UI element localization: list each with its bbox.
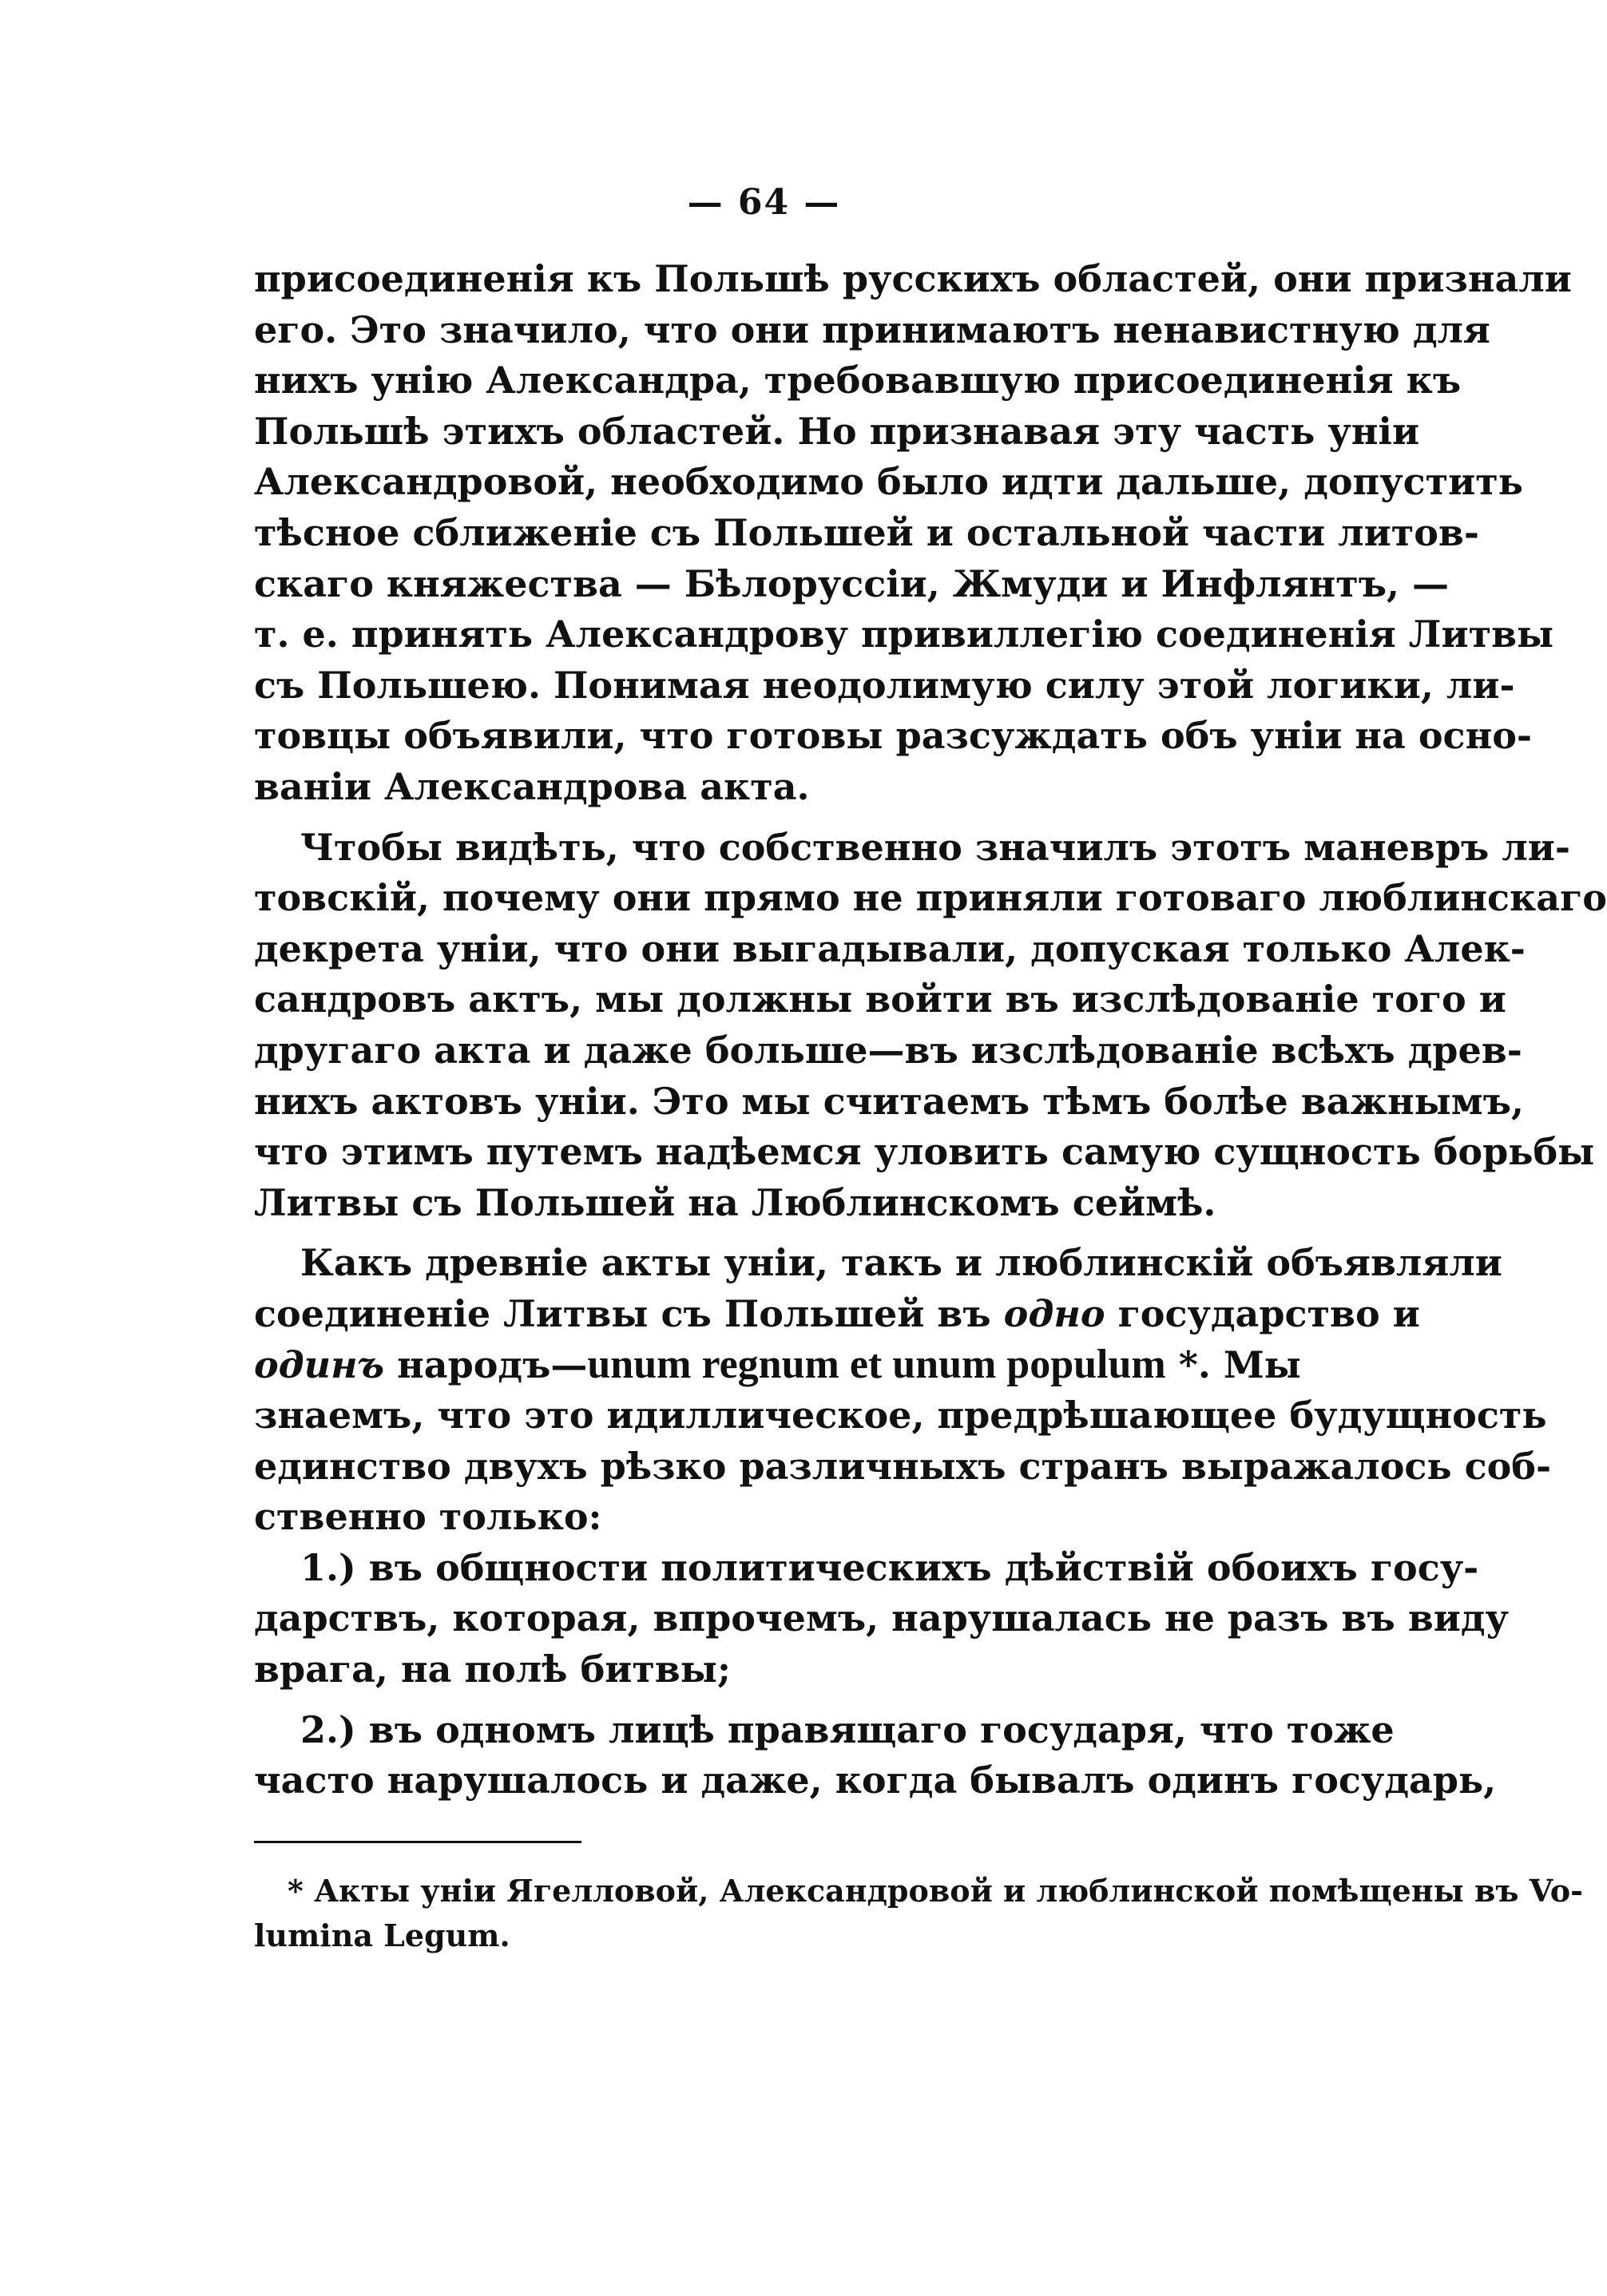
page-number: — 64 — (687, 182, 841, 223)
body-text (254, 254, 1607, 1806)
footnote-line: * Акты уніи Ягелловой, Александровой и люблинской помѣщены въ Vo- (288, 1873, 1583, 1909)
text-line: Александровой, необходимо было идти дальше, допустить (254, 460, 1523, 504)
text-line: другаго акта и даже больше—въ изслѣдованіе всѣхъ древ- (254, 1028, 1522, 1072)
paragraph-5 (254, 1705, 1497, 1806)
text-line: нихъ унію Александра, требовавшую присоединенія къ (254, 359, 1462, 402)
text-line: Чтобы видѣть, что собственно значилъ этотъ маневръ ли- (300, 825, 1570, 869)
footnote (254, 1869, 1583, 1958)
italic-word: одинъ (254, 1343, 385, 1387)
text-line: скаго княжества — Бѣлоруссіи, Жмуди и Инфлянтъ, — (254, 561, 1450, 605)
italic-word: одно (1003, 1291, 1105, 1335)
text-line: знаемъ, что это идиллическое, предрѣшающее будущность (254, 1394, 1547, 1437)
text-line: т. е. принять Александрову привиллегію соединенія Литвы (254, 613, 1554, 656)
paragraph-1 (254, 254, 1572, 813)
text-line: декрета уніи, что они выгадывали, допуская только Алек- (254, 926, 1526, 970)
text-line: что этимъ путемъ надѣемся уловить самую сущность борьбы (254, 1130, 1595, 1174)
text-line: часто нарушалось и даже, когда бывалъ одинъ государь, (254, 1759, 1497, 1802)
text-line: съ Польшею. Понимая неодолимую силу этой логики, ли- (254, 663, 1515, 707)
text-line: единство двухъ рѣзко различныхъ странъ выражалось соб- (254, 1444, 1552, 1488)
text-line: товскій, почему они прямо не приняли готоваго люблинскаго (254, 876, 1607, 920)
paragraph-3 (254, 1238, 1552, 1543)
footnote-rule (254, 1841, 581, 1843)
footnote-line: lumina Legum. (254, 1917, 510, 1953)
text-line: ственно только: (254, 1495, 602, 1539)
text-line: сандровъ актъ, мы должны войти въ изслѣдованіе того и (254, 977, 1506, 1021)
text-line: Литвы съ Польшей на Люблинскомъ сеймѣ. (254, 1180, 1216, 1224)
text-line: присоединенія къ Польшѣ русскихъ областей, они признали (254, 257, 1572, 300)
text-line: его. Это значило, что они принимаютъ ненавистную для (254, 307, 1490, 351)
text-line: 2.) въ одномъ лицѣ правящаго государя, что тоже (300, 1707, 1395, 1751)
text-line: 1.) въ общности политическихъ дѣйствій обоихъ госу- (300, 1545, 1479, 1589)
text-span: соединеніе Литвы съ Польшей въ (254, 1291, 1004, 1335)
text-line (254, 1289, 1420, 1340)
text-line: дарствъ, которая, впрочемъ, нарушалась не разъ въ виду (254, 1596, 1510, 1640)
paragraph-4 (254, 1543, 1510, 1695)
text-line (254, 1339, 1301, 1390)
text-line: нихъ актовъ уніи. Это мы считаемъ тѣмъ болѣе важнымъ, (254, 1079, 1525, 1123)
text-span: *. Мы (1165, 1343, 1301, 1387)
text-line: тѣсное сближеніе съ Польшей и остальной части литов- (254, 510, 1479, 554)
text-line: товцы объявили, что готовы разсуждать объ уніи на осно- (254, 714, 1533, 758)
paragraph-2 (254, 823, 1607, 1229)
latin-phrase: unum regnum et unum populum (587, 1342, 1166, 1388)
text-span: народъ— (384, 1343, 588, 1387)
text-line: ваніи Александрова акта. (254, 764, 810, 808)
text-line: Польшѣ этихъ областей. Но признавая эту часть уніи (254, 409, 1420, 453)
text-line: врага, на полѣ битвы; (254, 1648, 731, 1691)
text-span: государство и (1105, 1291, 1420, 1335)
text-line: Какъ древніе акты уніи, такъ и люблинскій объявляли (300, 1241, 1502, 1285)
